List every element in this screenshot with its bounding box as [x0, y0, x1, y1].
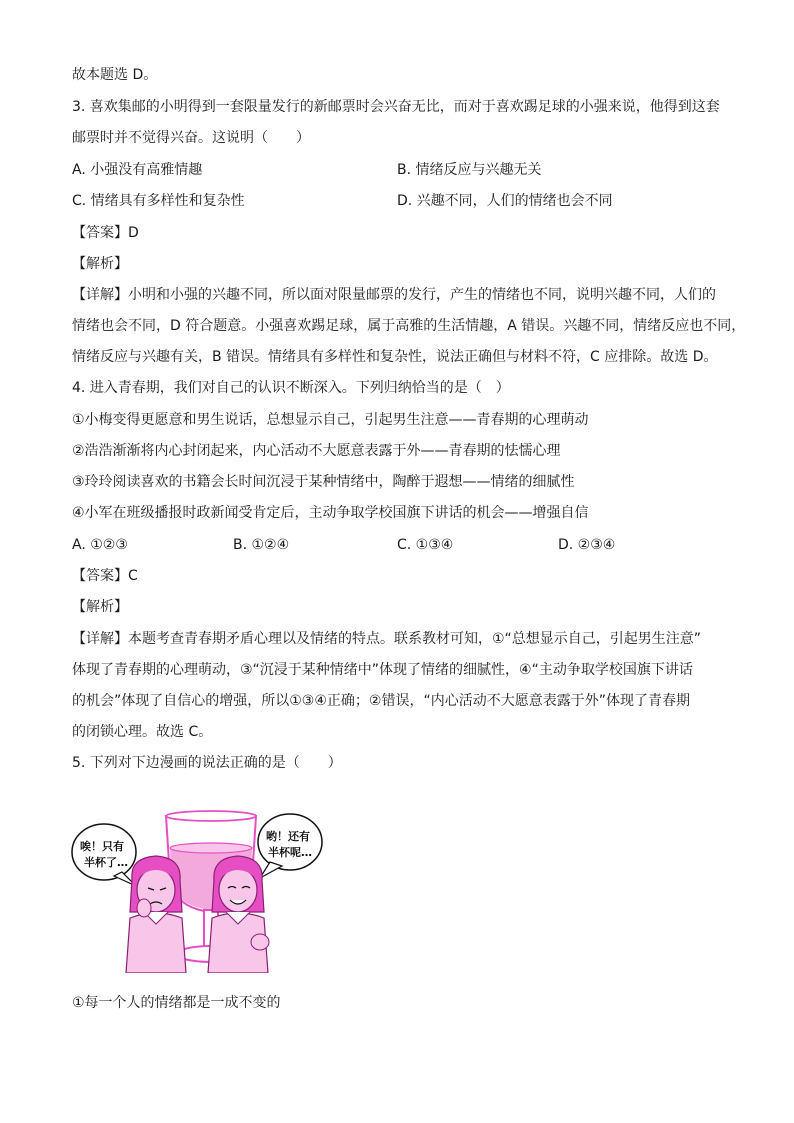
q4-option-c: C. ①③④: [397, 537, 454, 553]
left-bubble-line2: 半杯了…: [84, 856, 128, 869]
q4-detail-line1: 【详解】本题考查青春期矛盾心理以及情绪的特点。联系教材可知，①“总想显示自己，引起男生注意”: [72, 631, 702, 647]
q4-answer: 【答案】C: [72, 568, 138, 584]
previous-conclusion: 故本题选 D。: [72, 67, 158, 83]
comic-illustration: [70, 808, 370, 973]
left-bubble-line1: 唉！只有: [80, 840, 124, 853]
right-bubble-line1: 哟！还有: [266, 830, 310, 843]
q3-detail-line3: 情绪反应与兴趣有关，B 错误。情绪具有多样性和复杂性，说法正确但与材料不符，C 应排除。故选 D。: [72, 349, 718, 365]
q4-stem: 4. 进入青春期，我们对自己的认识不断深入。下列归纳恰当的是（ ）: [72, 380, 510, 396]
left-speech-bubble: [72, 824, 136, 886]
q3-stem-line1: 3. 喜欢集邮的小明得到一套限量发行的新邮票时会兴奋无比，而对于喜欢踢足球的小强来说，他得到这套: [72, 99, 720, 115]
sad-girl-figure: [126, 856, 186, 973]
q4-item3: ③玲玲阅读喜欢的书籍会长时间沉浸于某种情绪中，陶醉于遐想——情绪的细腻性: [72, 474, 575, 490]
q4-option-a: A. ①②③: [72, 537, 128, 553]
q5-stem: 5. 下列对下边漫画的说法正确的是（ ）: [72, 755, 342, 771]
q4-detail-line3: 的机会”体现了自信心的增强，所以①③④正确；②错误，“内心活动不大愿意表露于外”体现了青春期: [72, 693, 690, 709]
q3-stem-line2: 邮票时并不觉得兴奋。这说明（ ）: [72, 130, 310, 146]
q4-detail-line4: 的闭锁心理。故选 C。: [72, 724, 213, 740]
right-speech-bubble: [258, 814, 322, 878]
q3-answer: 【答案】D: [72, 225, 139, 241]
q3-option-a: A. 小强没有高雅情趣: [72, 162, 203, 178]
q3-detail-line1: 【详解】小明和小强的兴趣不同，所以面对限量邮票的发行，产生的情绪也不同，说明兴趣不同，人们的: [72, 287, 716, 303]
q4-option-d: D. ②③④: [558, 537, 616, 553]
q3-detail-line2: 情绪也会不同，D 符合题意。小强喜欢踢足球，属于高雅的生活情趣，A 错误。兴趣不同，情绪反应也不同，: [72, 318, 746, 334]
q3-option-b: B. 情绪反应与兴趣无关: [397, 162, 542, 178]
q4-option-b: B. ①②④: [233, 537, 290, 553]
q3-option-d: D. 兴趣不同，人们的情绪也会不同: [397, 193, 613, 209]
q5-item1: ①每一个人的情绪都是一成不变的: [72, 995, 281, 1011]
q3-option-c: C. 情绪具有多样性和复杂性: [72, 193, 245, 209]
comic-svg: [70, 808, 370, 973]
q4-item2: ②浩浩渐渐将内心封闭起来，内心活动不大愿意表露于外——青春期的怯懦心理: [72, 443, 561, 459]
q4-analysis-label: 【解析】: [72, 599, 128, 615]
right-bubble-line2: 半杯呢…: [268, 846, 312, 859]
q4-detail-line2: 体现了青春期的心理萌动，③“沉浸于某种情绪中”体现了情绪的细腻性，④“主动争取学校国旗下讲话: [72, 662, 693, 678]
q3-analysis-label: 【解析】: [72, 256, 128, 272]
q4-item1: ①小梅变得更愿意和男生说话，总想显示自己，引起男生注意——青春期的心理萌动: [72, 412, 589, 428]
q4-item4: ④小军在班级播报时政新闻受肯定后，主动争取学校国旗下讲话的机会——增强自信: [72, 505, 589, 521]
